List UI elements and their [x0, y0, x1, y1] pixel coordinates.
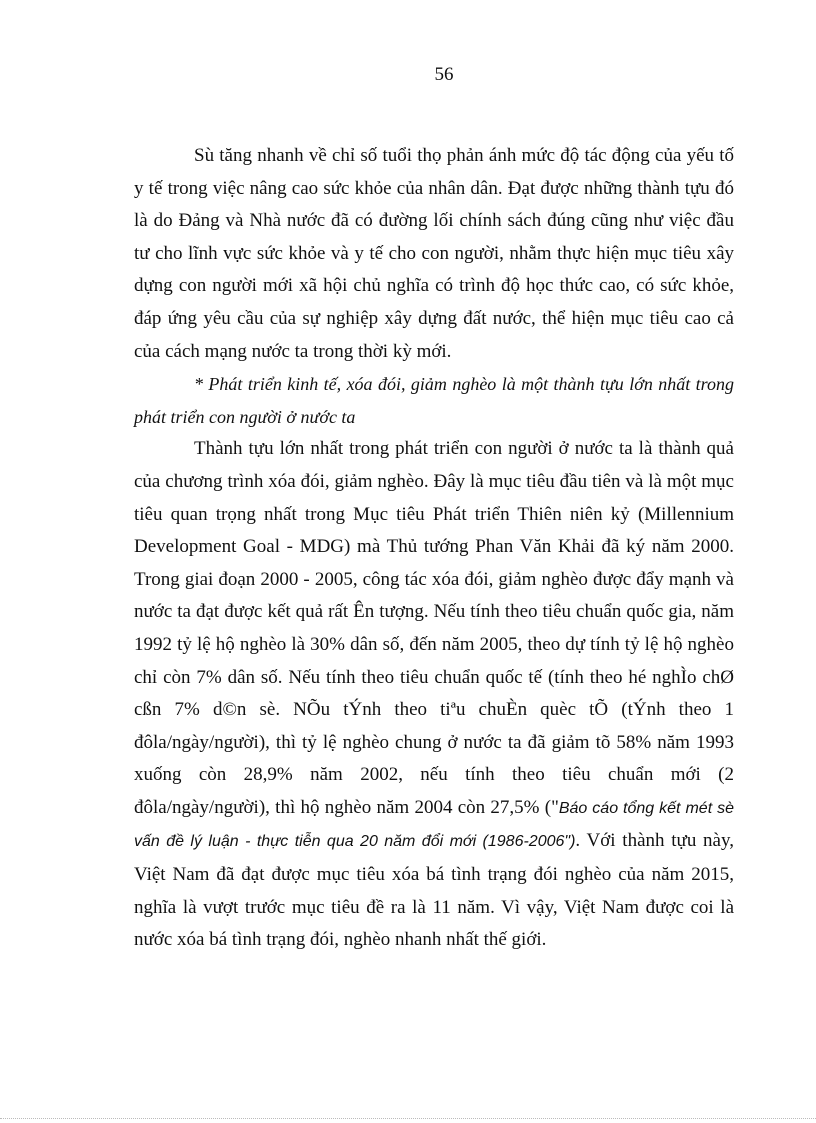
paragraph-life-expectancy: Sù tăng nhanh về chỉ số tuổi thọ phản ánh mức độ tác động của yếu tố y tế trong việc nâng cao sức khỏe của nhân dân. Đạt được những thành tựu đó là do Đảng và Nhà nước đã có đường lối chính sách đúng cũng như việc đầu tư cho lĩnh vực sức khỏe và y tế cho con người, nhằm thực hiện mục tiêu xây dựng con người mới xã hội chủ nghĩa có trình độ học thức cao, có sức khỏe, đáp ứng yêu cầu của sự nghiệp xây dựng đất nước, thể hiện mục tiêu cao cả của cách mạng nước ta trong thời kỳ mới.: [134, 145, 734, 362]
paragraph-poverty-reduction: [134, 433, 734, 957]
page-bottom-border: [0, 1118, 816, 1119]
document-body: [134, 140, 734, 957]
section-heading: * Phát triển kinh tế, xóa đói, giảm nghèo là một thành tựu lớn nhất trong phát triển con người ở nước ta: [134, 374, 734, 427]
report-citation: Báo cáo tổng kết mét sè vấn đề lý luận - thực tiễn qua 20 năm đổi mới (1986-2006"): [134, 799, 735, 851]
page-number: 56: [434, 64, 454, 85]
paragraph-text-continued: . Với thành tựu này, Việt Nam đã đạt được mục tiêu xóa bá tình trạng đói nghèo của năm 2015, nghĩa là vượt trước mục tiêu đề ra là 11 năm. Vì vậy, Việt Nam được coi là nước xóa bá tình trạng đói, nghèo nhanh nhất thế giới.: [134, 830, 734, 951]
paragraph-text: Thành tựu lớn nhất trong phát triển con người ở nước ta là thành quả của chương trình xóa đói, giảm nghèo. Đây là mục tiêu đầu tiên và là một mục tiêu quan trọng nhất trong Mục tiêu Phát triển Thiên niên kỷ (Millennium Development Goal - MDG) mà Thủ tướng Phan Văn Khải đã ký năm 2000. Trong giai đoạn 2000 - 2005, công tác xóa đói, giảm nghèo được đẩy mạnh và nước ta đạt được kết quả rất Ên tượng. Nếu tính theo tiêu chuẩn quốc gia, năm 1992 tỷ lệ hộ nghèo là 30% dân số, đến năm 2005, theo dự tính tỷ lệ hộ nghèo chỉ còn 7% dân số. Nếu tính theo tiêu chuẩn quốc tế (tính theo hé nghÌo chØ cßn 7% d©n sè. NÕu tÝnh theo tiªu chuÈn quèc tÕ (tÝnh theo 1 đôla/ngày/người), thì tỷ lệ nghèo chung ở nước ta đã giảm tõ 58% năm 1993 xuống còn 28,9% năm 2002, nếu tính theo tiêu chuẩn mới (2 đôla/ngày/người), thì hộ nghèo năm 2004 còn 27,5% (": [134, 438, 734, 818]
